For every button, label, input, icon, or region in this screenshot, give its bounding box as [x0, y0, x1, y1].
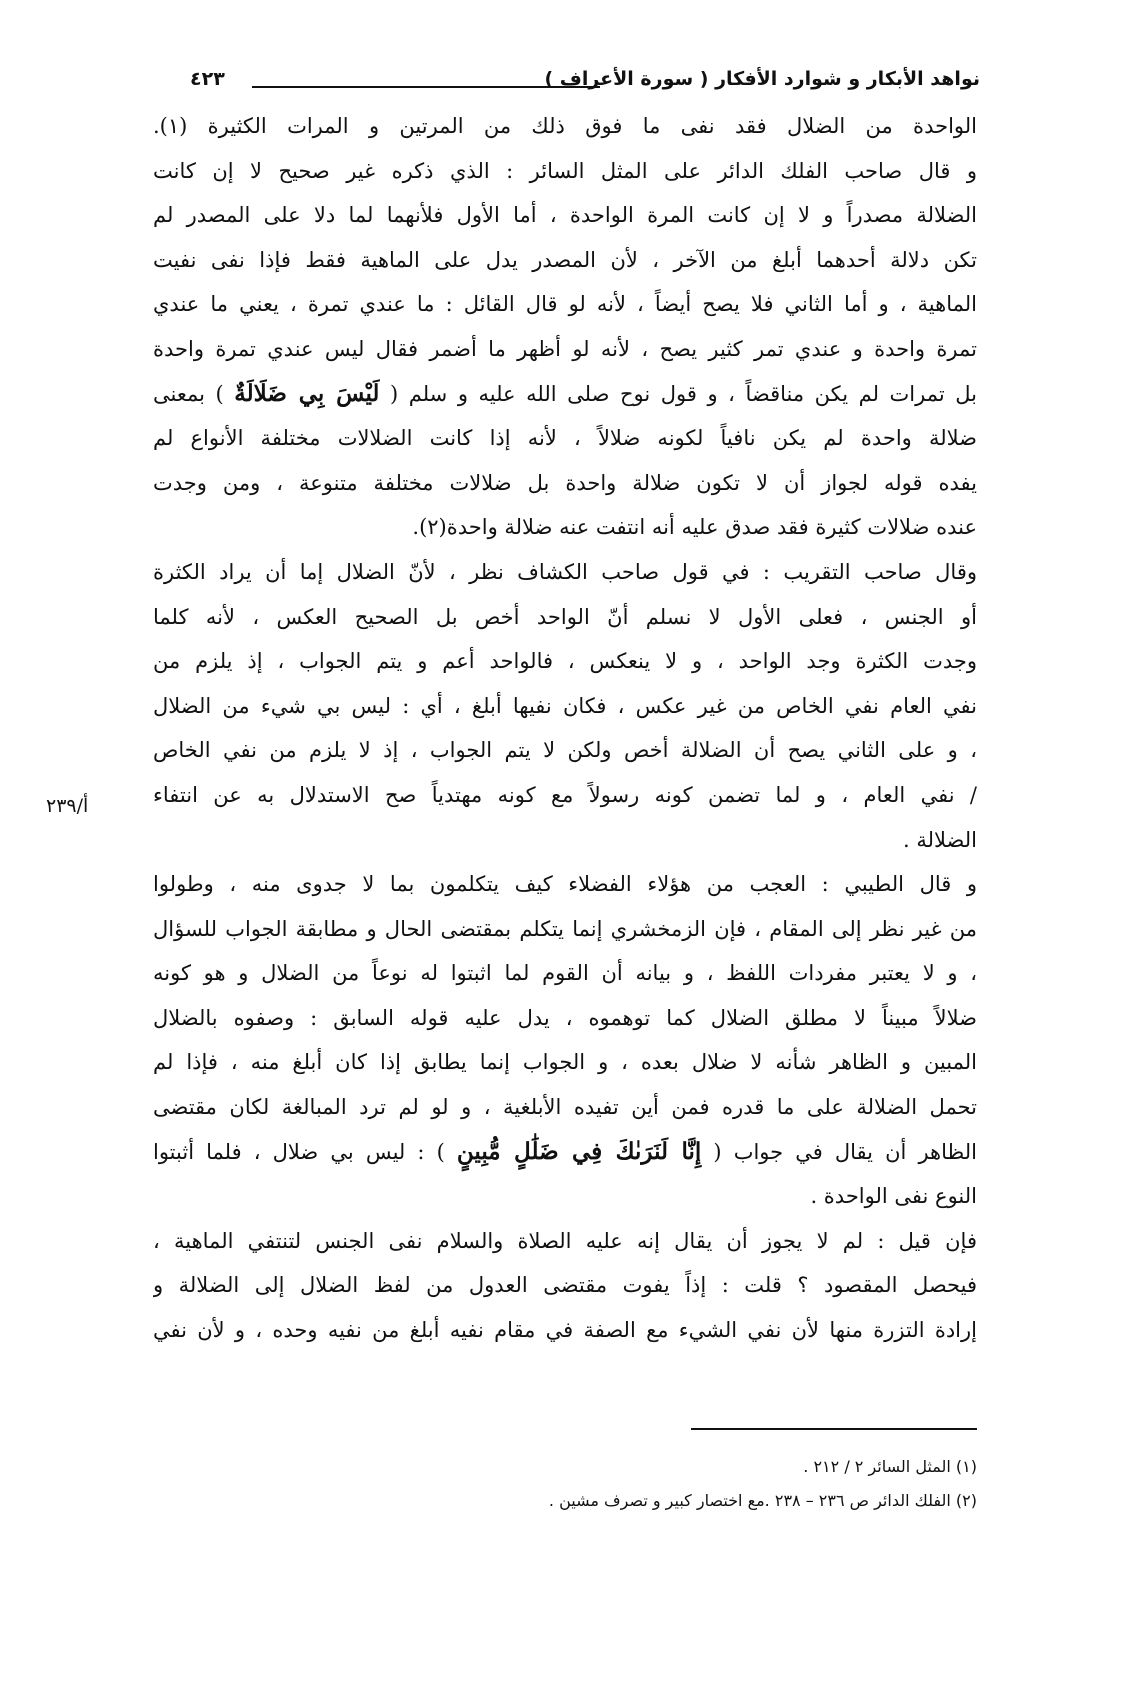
text-line: فيحصل المقصود ؟ قلت : إذاً يفوت مقتضى العدول من لفظ الضلال إلى الضلالة و — [153, 1273, 977, 1298]
text-line: يفده قوله لجواز أن لا تكون ضلالة واحدة بل ضلالات مختلفة متنوعة ، ومن وجدت — [153, 470, 977, 495]
footnote: (١) المثل السائر ٢ / ٢١٢ . — [803, 1457, 977, 1476]
text-line: من غير نظر إلى المقام ، فإن الزمخشري إنما يتكلم بمقتضى الحال و مطابقة الجواب للسؤال — [153, 916, 977, 941]
text-line: وقال صاحب التقريب : في قول صاحب الكشاف نظر ، لأنّ الضلال إما أن يراد الكثرة — [153, 559, 977, 584]
text-line: تمرة واحدة و عندي تمر كثير يصح ، لأنه لو أظهر ما أضمر فقال ليس عندي تمرة واحدة — [153, 336, 977, 361]
text-line: وجدت الكثرة وجد الواحد ، و لا ينعكس ، فالواحد أعم و يتم الجواب ، إذ يلزم من — [153, 649, 977, 674]
text-segment: ) : ليس بي ضلال ، فلما أثبتوا — [153, 1139, 457, 1164]
text-line: المبين و الظاهر شأنه لا ضلال بعده ، و الجواب إنما يطابق إذا كان أبلغ منه ، فإذا لم — [153, 1050, 977, 1075]
footnote-separator — [691, 1428, 977, 1430]
margin-folio-note: أ/٢٣٩ — [46, 795, 89, 817]
text-line: أو الجنس ، فعلى الأول لا نسلم أنّ الواحد أخص بل الصحيح العكس ، لأنه كلما — [153, 604, 977, 629]
text-line: فإن قيل : لم لا يجوز أن يقال إنه عليه الصلاة والسلام نفى الجنس لتنتفي الماهية ، — [153, 1228, 977, 1253]
text-segment: بل تمرات لم يكن مناقضاً ، و قول نوح صلى الله عليه و سلم ( — [379, 381, 977, 406]
text-line: و قال الطيبي : العجب من هؤلاء الفضلاء كيف يتكلمون بما لا جدوى منه ، وطولوا — [153, 872, 977, 897]
header-rule — [252, 86, 600, 88]
text-line: الضلالة مصدراً و لا إن كانت المرة الواحدة ، أما الأول فلأنهما لما دلا على المصدر لم — [153, 203, 977, 228]
text-line: الماهية ، و أما الثاني فلا يصح أيضاً ، لأنه لو قال القائل : ما عندي تمرة ، يعني ما عندي — [153, 292, 977, 317]
running-header — [190, 66, 980, 100]
text-line: الضلالة . — [903, 827, 977, 852]
body-text — [153, 104, 977, 1353]
footnote: (٢) الفلك الدائر ص ٢٣٦ – ٢٣٨ .مع اختصار كبير و تصرف مشين . — [548, 1491, 977, 1510]
text-line: نفي العام نفي الخاص من غير عكس ، فكان نفيها أبلغ ، أي : ليس بي شيء من الضلال — [153, 693, 977, 718]
text-line: إرادة التزرة منها لأن نفي الشيء مع الصفة في مقام نفيه أبلغ من نفيه وحده ، و لأن نفي — [153, 1318, 977, 1343]
text-line-with-quran-quote — [153, 1130, 977, 1175]
header-title: نواهد الأبكار و شوارد الأفكار ( سورة الأعراف ) — [544, 68, 980, 90]
text-line: الواحدة من الضلال فقد نفى ما فوق ذلك من المرتين و المرات الكثيرة (١). — [153, 114, 977, 138]
text-line: ، و على الثاني يصح أن الضلالة أخص ولكن لا يتم الجواب ، إذ لا يلزم من نفي الخاص — [153, 738, 977, 763]
text-segment: ) بمعنى — [153, 381, 235, 406]
text-line: تحمل الضلالة على ما قدره فمن أين تفيده الأبلغية ، و لو لم ترد المبالغة لكان مقتضى — [153, 1095, 977, 1120]
text-line: ضلالاً مبيناً لا مطلق الضلال كما توهموه ، يدل عليه قوله السابق : وصفوه بالضلال — [153, 1005, 977, 1030]
text-line: و قال صاحب الفلك الدائر على المثل السائر : الذي ذكره غير صحيح لا إن كانت — [153, 158, 977, 183]
footnotes — [153, 1450, 977, 1518]
text-line: ، و لا يعتبر مفردات اللفظ ، و بيانه أن القوم لما اثبتوا له نوعاً من الضلال و هو كونه — [153, 961, 977, 986]
quran-quote: إِنَّا لَنَرَىٰكَ فِي ضَلَٰلٍ مُّبِينٍ — [456, 1137, 702, 1165]
page-number: ٤٢٣ — [190, 68, 225, 90]
text-line: / نفي العام ، و لما تضمن كونه رسولاً مع كونه مهتدياً صح الاستدلال به عن انتفاء — [153, 782, 977, 807]
text-line: النوع نفى الواحدة . — [810, 1184, 977, 1209]
text-line-with-quran-quote — [153, 372, 977, 417]
text-line: ضلالة واحدة لم يكن نافياً لكونه ضلالاً ، لأنه إذا كانت الضلالات مختلفة الأنواع لم — [153, 426, 977, 451]
text-line: تكن دلالة أحدهما أبلغ من الآخر ، لأن المصدر يدل على الماهية فقط فإذا نفى نفيت — [153, 247, 977, 272]
text-segment: الظاهر أن يقال في جواب ( — [701, 1139, 977, 1164]
text-line: عنده ضلالات كثيرة فقد صدق عليه أنه انتفت عنه ضلالة واحدة(٢). — [412, 515, 977, 540]
quran-quote: لَيْسَ بِي ضَلَالَةٌ — [234, 379, 380, 407]
